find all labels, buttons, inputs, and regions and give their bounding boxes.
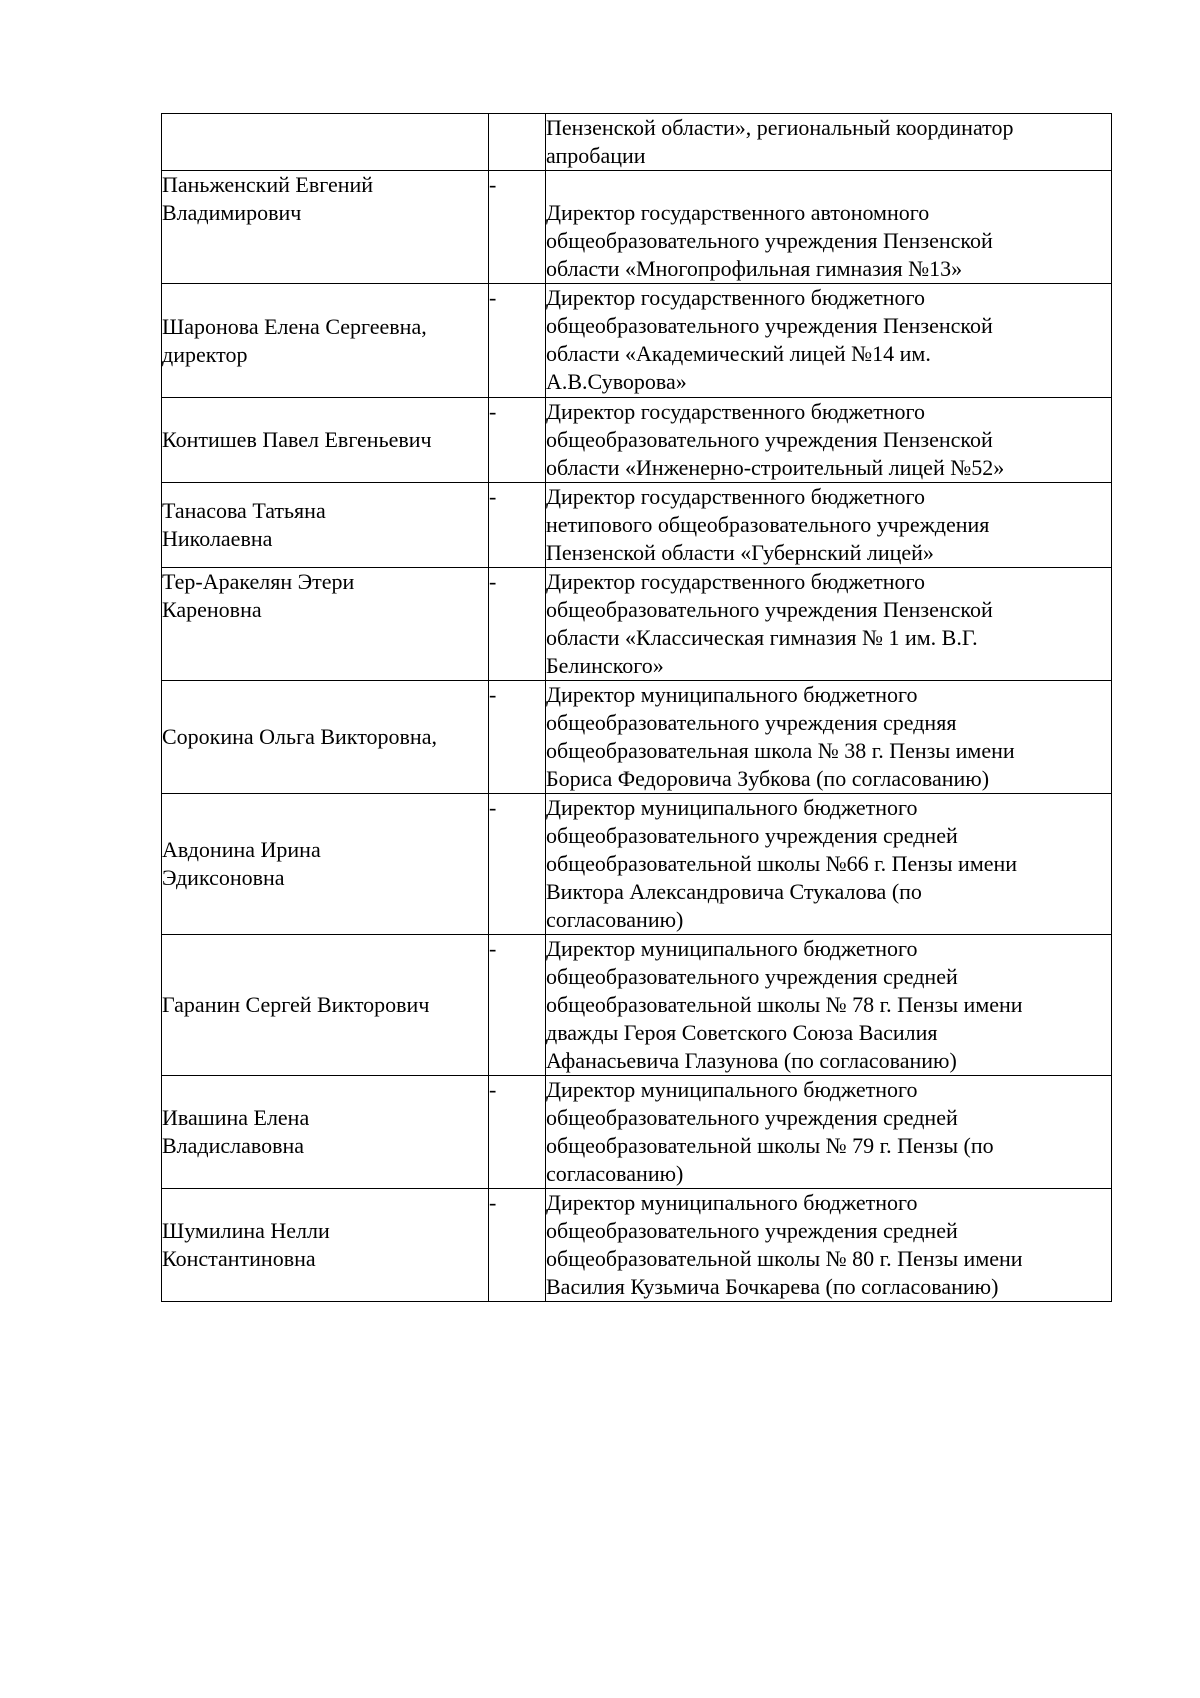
position-cell	[546, 171, 1112, 284]
position-cell	[546, 794, 1112, 935]
position-text: Директор государственного бюджетного нетипового общеобразовательного учреждения Пензенской области «Губернский лицей»	[546, 484, 990, 565]
member-name-cell	[162, 1076, 489, 1189]
table-row	[162, 794, 1112, 935]
dash-cell	[489, 483, 546, 568]
position-cell	[546, 284, 1112, 398]
position-text: Директор муниципального бюджетного общеобразовательного учреждения средняя общеобразовательная школа № 38 г. Пензы имени Бориса Федоровича Зубкова (по согласованию)	[546, 682, 1015, 791]
position-text: Директор муниципального бюджетного общеобразовательного учреждения средней общеобразовательной школы №66 г. Пензы имени Виктора Александровича Стукалова (по согласованию)	[546, 795, 1018, 932]
dash-cell	[489, 171, 546, 284]
member-name-cell	[162, 935, 489, 1076]
roster-table	[161, 113, 1112, 1302]
position-text: Директор муниципального бюджетного общеобразовательного учреждения средней общеобразовательной школы № 78 г. Пензы имени дважды Героя Советского Союза Василия Афанасьевича Глазунова (по согласованию)	[546, 936, 1023, 1073]
dash: -	[489, 172, 497, 197]
member-name-cell	[162, 681, 489, 794]
position-text: Директор государственного бюджетного общеобразовательного учреждения Пензенской области «Инженерно-строительный лицей №52»	[546, 399, 1005, 480]
member-name: Танасова Татьяна Николаевна	[162, 498, 326, 551]
table-row	[162, 568, 1112, 681]
dash-cell	[489, 1189, 546, 1302]
dash: -	[489, 484, 497, 509]
dash: -	[489, 682, 497, 707]
table-row	[162, 935, 1112, 1076]
position-cell	[546, 681, 1112, 794]
dash-cell	[489, 1076, 546, 1189]
position-cell	[546, 483, 1112, 568]
dash-cell	[489, 794, 546, 935]
dash-cell	[489, 398, 546, 483]
dash: -	[489, 1190, 497, 1215]
member-name: Сорокина Ольга Викторовна,	[162, 724, 437, 749]
position-cell	[546, 1076, 1112, 1189]
table-row	[162, 284, 1112, 398]
member-name-cell	[162, 1189, 489, 1302]
position-cell	[546, 114, 1112, 171]
member-name: Авдонина Ирина Эдиксоновна	[162, 837, 321, 890]
dash: -	[489, 936, 497, 961]
dash: -	[489, 285, 497, 310]
position-cell	[546, 568, 1112, 681]
position-text: Директор государственного бюджетного общеобразовательного учреждения Пензенской области «Классическая гимназия № 1 им. В.Г. Белинского»	[546, 569, 993, 678]
position-text: Директор государственного автономного общеобразовательного учреждения Пензенской области «Многопрофильная гимназия №13»	[546, 200, 993, 281]
table-row	[162, 1076, 1112, 1189]
member-name: Ивашина Елена Владиславовна	[162, 1105, 310, 1158]
table-row	[162, 114, 1112, 171]
member-name-cell	[162, 171, 489, 284]
dash: -	[489, 795, 497, 820]
member-name-cell	[162, 483, 489, 568]
dash-cell	[489, 681, 546, 794]
dash: -	[489, 1077, 497, 1102]
member-name: Контишев Павел Евгеньевич	[162, 427, 432, 452]
table-row	[162, 171, 1112, 284]
member-name-cell	[162, 794, 489, 935]
table-row	[162, 398, 1112, 483]
member-name-cell	[162, 398, 489, 483]
member-name: Шумилина Нелли Константиновна	[162, 1218, 330, 1271]
member-name-cell	[162, 284, 489, 398]
member-name: Шаронова Елена Сергеевна, директор	[162, 313, 427, 367]
member-name: Тер-Аракелян Этери Кареновна	[162, 569, 355, 622]
member-name-cell	[162, 568, 489, 681]
position-cell	[546, 935, 1112, 1076]
dash: -	[489, 399, 497, 424]
position-text: Директор муниципального бюджетного общеобразовательного учреждения средней общеобразовательной школы № 80 г. Пензы имени Василия Кузьмича Бочкарева (по согласованию)	[546, 1190, 1023, 1299]
member-name: Гаранин Сергей Викторович	[162, 992, 430, 1017]
dash-cell	[489, 568, 546, 681]
table-row	[162, 483, 1112, 568]
member-name-cell	[162, 114, 489, 171]
dash-cell	[489, 114, 546, 171]
dash: -	[489, 569, 497, 594]
position-text: Директор муниципального бюджетного общеобразовательного учреждения средней общеобразовательной школы № 79 г. Пензы (по согласованию)	[546, 1077, 994, 1186]
position-cell	[546, 398, 1112, 483]
table-row	[162, 681, 1112, 794]
position-text: Пензенской области», региональный координатор апробации	[546, 115, 1014, 168]
position-cell	[546, 1189, 1112, 1302]
table-row	[162, 1189, 1112, 1302]
dash-cell	[489, 284, 546, 398]
member-name: Паньженский Евгений Владимирович	[162, 172, 374, 225]
position-text: Директор государственного бюджетного общеобразовательного учреждения Пензенской области «Академический лицей №14 им. А.В.Суворова»	[546, 285, 993, 394]
dash-cell	[489, 935, 546, 1076]
